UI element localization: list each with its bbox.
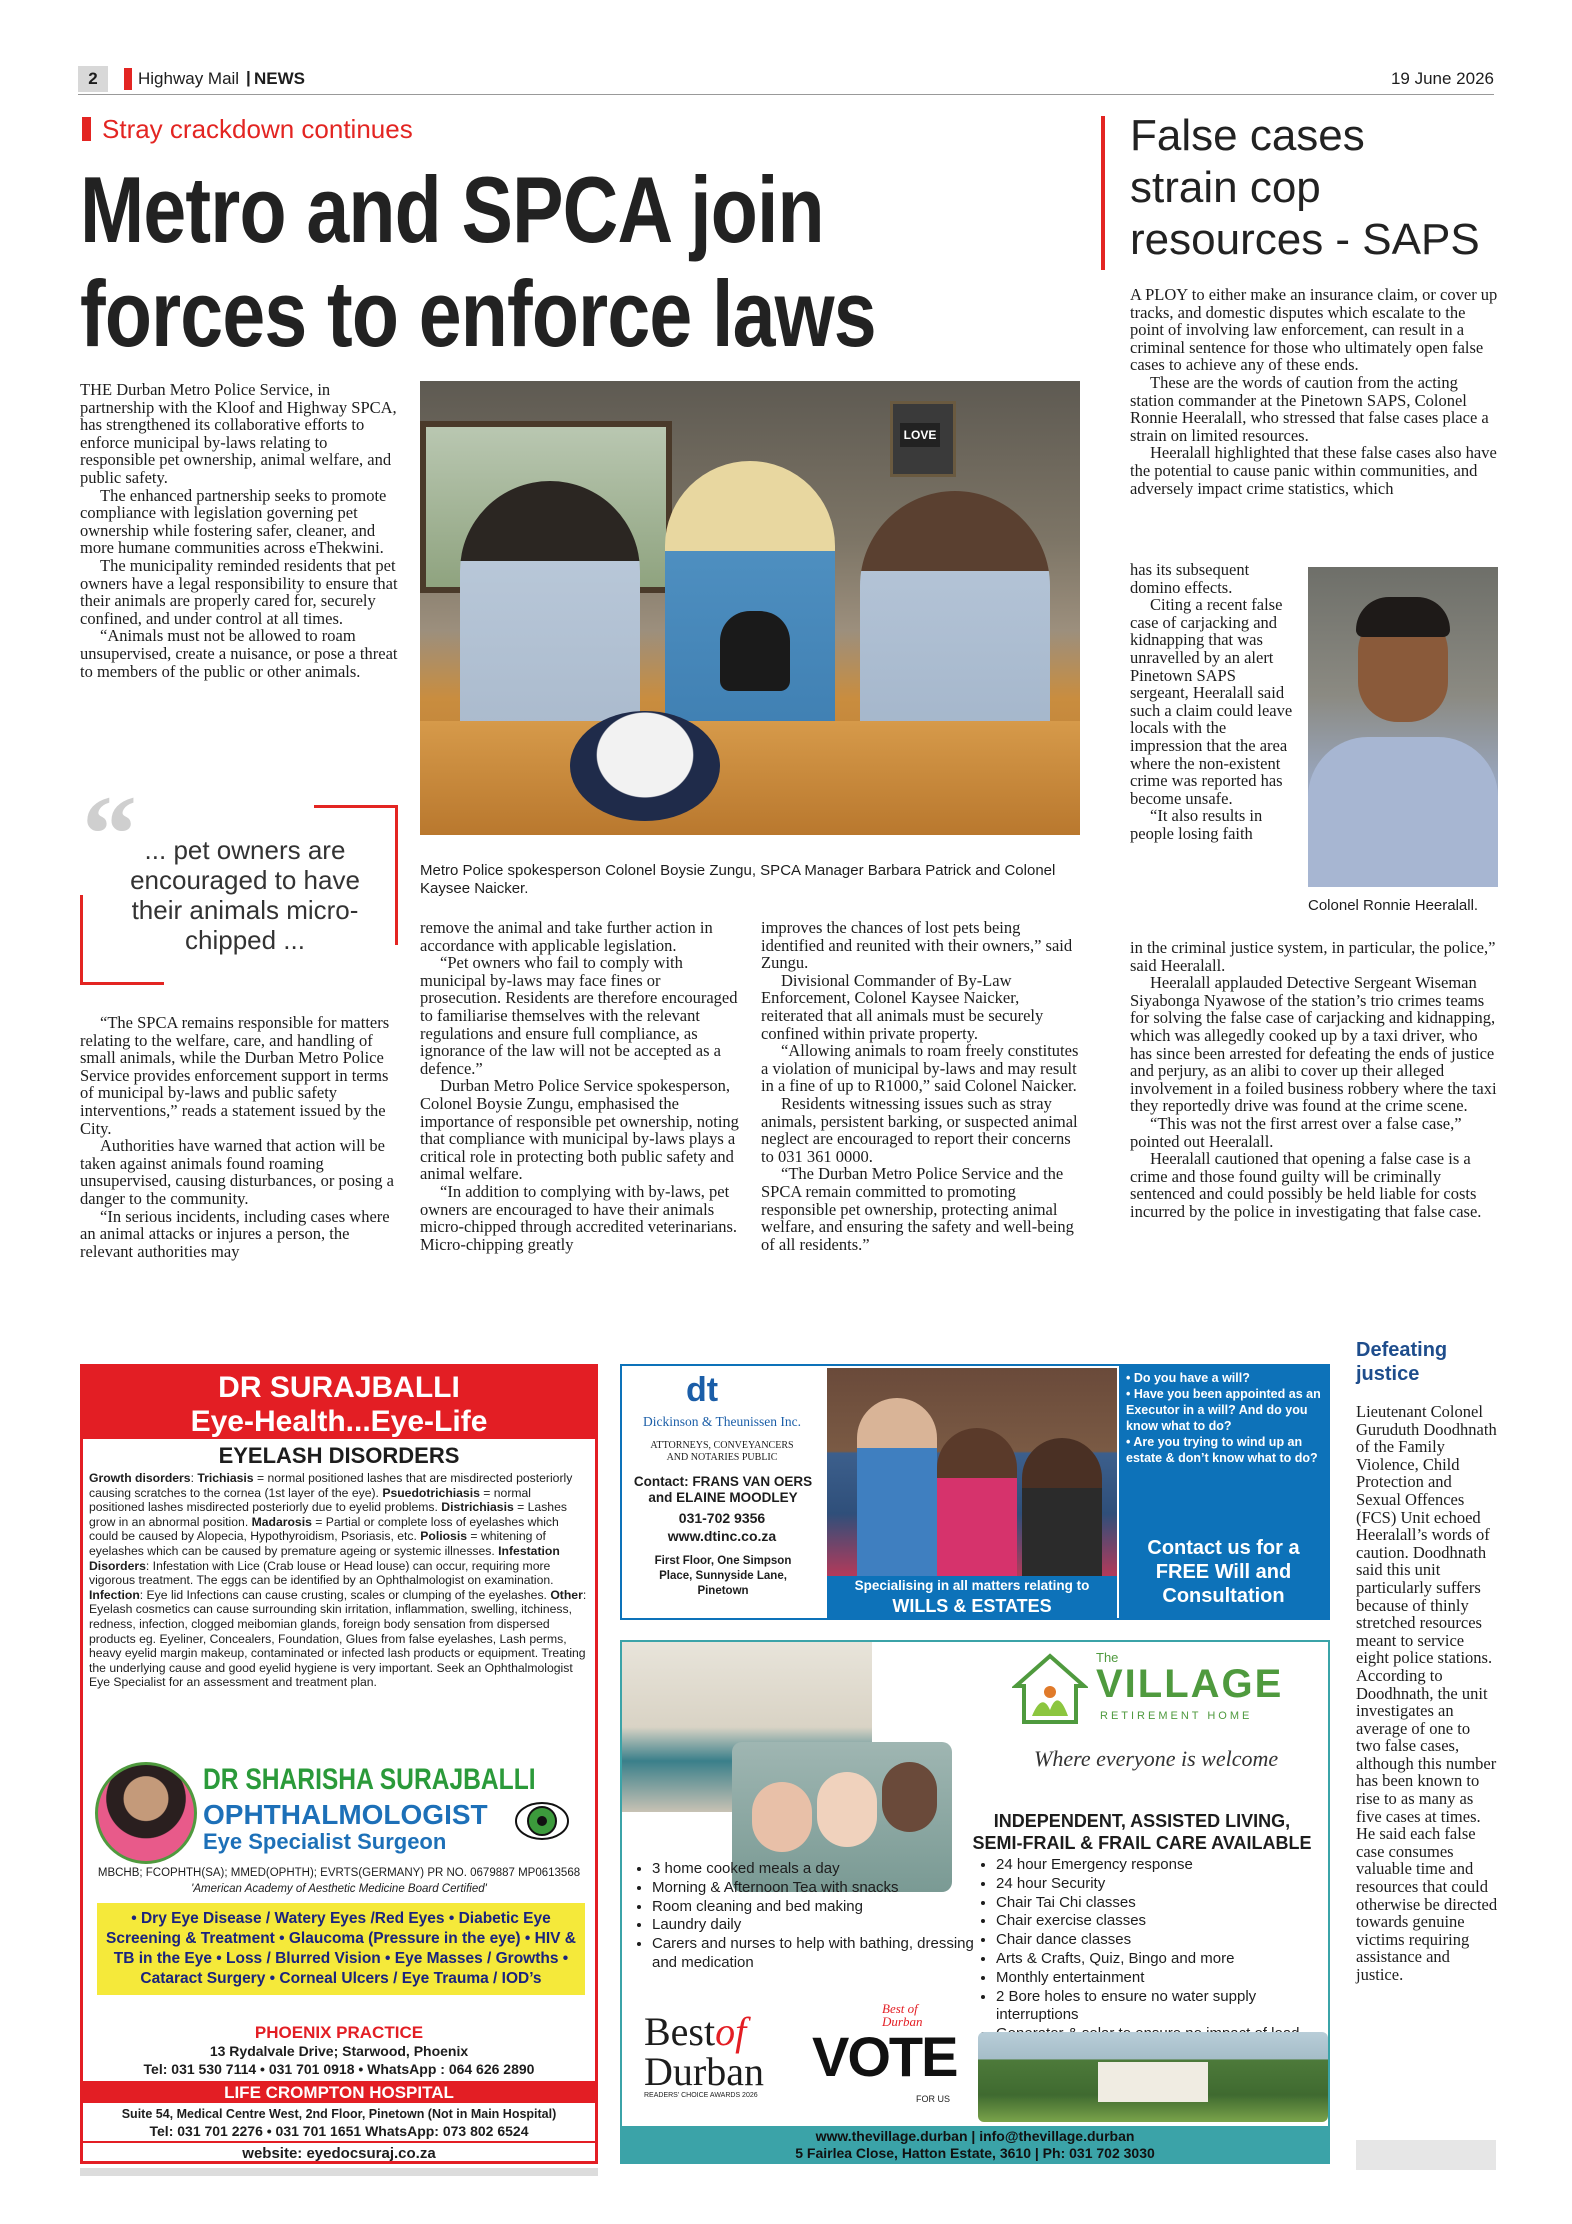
specialty-2: Eye Specialist Surgeon bbox=[203, 1829, 447, 1854]
heeralall-photo bbox=[1308, 567, 1498, 887]
addr-2: Suite 54, Medical Centre West, 2nd Floor, Pinetown (Not in Main Hospital) bbox=[121, 2107, 557, 2121]
paper-name: Highway Mail bbox=[138, 69, 240, 88]
best-of-durban-logo: Bestof Durban READERS' CHOICE AWARDS 2026 bbox=[644, 2009, 764, 2099]
table bbox=[420, 721, 1080, 835]
village-footer-1[interactable]: www.thevillage.durban | info@thevillage.durban bbox=[815, 2128, 1135, 2144]
page-header bbox=[78, 66, 1494, 92]
dog bbox=[720, 611, 790, 691]
list-item: • 2 Bore holes to ensure no water supply interruptions bbox=[996, 1988, 1322, 2026]
law-photo bbox=[827, 1368, 1117, 1576]
side-headline bbox=[1130, 110, 1500, 266]
shirt bbox=[1308, 737, 1498, 887]
paragraph: Heeralall highlighted that these false cases also have the potential to cause panic within communities, and adversely impact crime statistics, which bbox=[1130, 443, 1497, 498]
house bbox=[1098, 2062, 1208, 2102]
paragraph: in the criminal justice system, in particular, the police,” said Heeralall. bbox=[1130, 938, 1496, 975]
list-item: • Arts & Crafts, Quiz, Bingo and more bbox=[996, 1950, 1322, 1969]
paragraph: The enhanced partnership seeks to promote compliance with legislation governing pet ownership while fostering safer, cleaner, and more humane communities across eThekwini. bbox=[80, 485, 387, 558]
specialty: OPHTHALMOLOGIST bbox=[203, 1799, 488, 1830]
list-item: • 24 hour Emergency response bbox=[996, 1856, 1322, 1875]
village-logo-icon bbox=[1012, 1652, 1088, 1728]
main-col-3 bbox=[761, 919, 1081, 1253]
eye-ad-subtitle: EYELASH DISORDERS bbox=[218, 1443, 460, 1468]
bottom-strip bbox=[80, 2168, 598, 2176]
law-banner-2: WILLS & ESTATES bbox=[892, 1596, 1052, 1616]
person-right bbox=[860, 491, 1050, 751]
definition: = Partial or complete loss of eyelashes which could be caused by Alopecia, Hypothyroidism, Psoriasis, etc. bbox=[89, 1514, 559, 1544]
website-rule bbox=[83, 2141, 595, 2143]
question: • Are you trying to wind up an estate & don’t know what to do? bbox=[1126, 1435, 1318, 1465]
paragraph: These are the words of caution from the acting station commander at the Pinetown SAPS, Colonel Ronnie Heeralall, who stressed that false cases place a strain on limited resources. bbox=[1130, 372, 1489, 445]
paragraph: THE Durban Metro Police Service, in partnership with the Kloof and Highway SPCA, has strengthened its collaborative efforts to enforce municipal by-laws relating to responsible pet ownership, animal welfare, and public safety. bbox=[80, 380, 397, 487]
paragraph: Lieutenant Colonel Guruduth Doodhnath of the Family Violence, Child Protection and Sexual Offences (FCS) Unit echoed Heeralall’s words of caution. Doodhnath said this unit particularly suffers because of thinly stretched resources meant to service eight police stations. According to Doodhnath, the unit investigates an average of one to two false cases, although this number has been known to rise to as many as five cases at times. He said each false case consumes valuable time and resources that could otherwise be directed towards genuine victims requiring assistance and justice. bbox=[1356, 1402, 1498, 1984]
page-number: 2 bbox=[78, 66, 108, 92]
law-phone: 031-702 9356 bbox=[678, 1510, 766, 1526]
term: Other bbox=[550, 1587, 583, 1602]
header-divider: | bbox=[246, 68, 251, 87]
list-item: • Chair dance classes bbox=[996, 1931, 1322, 1950]
pullquote-frame-bottom bbox=[80, 982, 164, 985]
side-headline-line-1: False cases bbox=[1130, 111, 1365, 160]
definition: = whitening of eyelashes which can be caused by premature ageing or systemic illnesses. bbox=[89, 1529, 546, 1558]
list-item: • Room cleaning and bed making bbox=[652, 1898, 974, 1917]
bottom-strip-right bbox=[1356, 2140, 1496, 2170]
pullquote-text: ... pet owners are encouraged to have their animals micro-chipped ... bbox=[130, 835, 360, 955]
definition: : Infestation with Lice (Crab louse or Head louse) can occur, requiring more vigorous treatment. The eggs can be identified by an Ophthalmologist on examination. bbox=[89, 1558, 554, 1588]
paragraph: “The SPCA remains responsible for matters relating to the welfare, care, and handling of small animals, while the Durban Metro Police Service provides enforcement support in terms of municipal by-laws and public safety interventions,” reads a statement issued by the City. bbox=[80, 1013, 390, 1138]
tel-2: Tel: 031 701 2276 • 031 701 1651 WhatsApp: 073 802 6524 bbox=[149, 2123, 529, 2139]
eye-ad-body bbox=[89, 1471, 589, 1690]
paragraph: Citing a recent false case of carjacking and kidnapping that was unravelled by an alert Pinetown SAPS sergeant, Heeralall said such a claim could leave locals with the impression that the area where the non-existent crime was reported has become unsafe. bbox=[1130, 595, 1293, 808]
definition: = Lashes grow in an abnormal position. bbox=[89, 1500, 567, 1529]
village-house-photo bbox=[978, 2032, 1328, 2122]
term: Madarosis bbox=[251, 1514, 312, 1529]
definition: = normal positioned lashes that are misdirected posteriorly causing scratches to the cornea (1st layer of the eye). bbox=[89, 1471, 573, 1500]
main-col-1b bbox=[80, 1014, 398, 1260]
eye-icon bbox=[515, 1801, 569, 1841]
village-footer-2: 5 Fairlea Close, Hatton Estate, 3610 | Ph: 031 702 3030 bbox=[795, 2145, 1155, 2161]
list-item: • Laundry daily bbox=[652, 1916, 974, 1935]
person bbox=[937, 1428, 1017, 1576]
eye-ad-title: DR SURAJBALLI Eye-Health...Eye-Life bbox=[83, 1367, 595, 1439]
header-rule bbox=[78, 94, 1494, 95]
addr-1: 13 Rydalvale Drive; Starwood, Phoenix bbox=[209, 2043, 469, 2059]
tel-1: Tel: 031 530 7114 • 031 701 0918 • WhatsApp : 064 626 2890 bbox=[143, 2061, 535, 2077]
hair bbox=[1356, 597, 1450, 637]
paragraph: “In serious incidents, including cases where an animal attacks or injures a person, the relevant authorities may bbox=[80, 1206, 390, 1261]
police-cap bbox=[570, 711, 720, 821]
village-name: VILLAGE bbox=[1096, 1662, 1284, 1706]
definition: : bbox=[190, 1471, 198, 1485]
paragraph: Residents witnessing issues such as stray animals, persistent barking, or suspected animal neglect are encouraged to report their concerns to 031 361 0000. bbox=[761, 1093, 1078, 1166]
person-left bbox=[460, 481, 640, 751]
list-item: • Carers and nurses to help with bathing, dressing and medication bbox=[652, 1935, 974, 1973]
paragraph: “Allowing animals to roam freely constitutes a violation of municipal by-laws and may result in a fine of up to R1000,” said Colonel Naicker. bbox=[761, 1041, 1079, 1096]
law-address: First Floor, One Simpson Place, Sunnyside Lane, Pinetown bbox=[654, 1555, 792, 1597]
law-ad bbox=[620, 1364, 1330, 1620]
side-body-narrow bbox=[1130, 561, 1298, 843]
heeralall-caption: Colonel Ronnie Heeralall. bbox=[1308, 897, 1479, 914]
definition: = normal positioned lashes misdirected posteriorly due to eyelid problems. bbox=[89, 1485, 532, 1515]
paragraph: has its subsequent domino effects. bbox=[1130, 560, 1250, 597]
law-contact: Contact: FRANS VAN OERS and ELAINE MOODLEY bbox=[633, 1474, 813, 1505]
term: Growth disorders bbox=[89, 1471, 191, 1485]
term: Infection bbox=[89, 1587, 140, 1602]
main-headline bbox=[80, 158, 900, 366]
vote-logo: Best of Durban VOTE FOR US bbox=[812, 2001, 957, 2104]
main-col-1 bbox=[80, 381, 398, 680]
board: 'American Academy of Aesthetic Medicine Board Certified' bbox=[191, 1883, 487, 1895]
person-center bbox=[665, 461, 835, 741]
paragraph: “It also results in people losing faith bbox=[1130, 806, 1263, 843]
paragraph: Durban Metro Police Service spokesperson, Colonel Boysie Zungu, emphasised the importance of responsible pet ownership, noting that compliance with municipal by-laws plays a critical role in protecting both public safety and animal welfare. bbox=[420, 1076, 739, 1184]
definition: : Eye lid Infections can cause crusting, scales or clumping of the eyelashes. bbox=[139, 1587, 551, 1602]
paragraph: Divisional Commander of By-Law Enforcement, Colonel Kaysee Naicker, reiterated that all animals must be securely confined within private property. bbox=[761, 970, 1044, 1043]
definition: : Eyelash cosmetics can cause surrounding skin irritation, inflammation, swelling, itchiness, redness, infection, clogged meibomian glands, foreign body sensation from dispersed products eg. Eyeliner, Concealers, Foundation, Glues from false eyelashes, Lash perms, heavy eyelid margin makeup, contaminated or infected lash products or equipment. Treating the underlying cause and good eyelid hygiene is very important. Seek an Ophthalmologist Eye Specialist for an assessment and treatment plan. bbox=[89, 1587, 587, 1690]
paragraph: “Animals must not be allowed to roam unsupervised, create a nuisance, or pose a threat to members of the public or other animals. bbox=[80, 626, 398, 681]
website: website: eyedocsuraj.co.za bbox=[242, 2145, 436, 2162]
subhead-line-1: Defeating bbox=[1356, 1339, 1448, 1361]
term: Districhiasis bbox=[441, 1500, 514, 1515]
term: Trichiasis bbox=[197, 1471, 254, 1485]
paragraph: remove the animal and take further action in accordance with applicable legislation. bbox=[420, 918, 713, 955]
photo-caption: Metro Police spokesperson Colonel Boysie Zungu, SPCA Manager Barbara Patrick and Colonel Kaysee Naicker. bbox=[420, 862, 1056, 897]
subhead-line-2: justice bbox=[1356, 1363, 1420, 1385]
law-web: www.dtinc.co.za bbox=[667, 1528, 777, 1544]
paragraph: “This was not the first arrest over a false case,” pointed out Heeralall. bbox=[1130, 1113, 1462, 1151]
header-date: 19 June 2026 bbox=[1390, 69, 1494, 88]
main-col-2 bbox=[420, 919, 740, 1253]
list-item: • 3 home cooked meals a day bbox=[652, 1860, 974, 1879]
list-item: • Morning & Afternoon Tea with snacks bbox=[652, 1879, 974, 1898]
headline-line-2: forces to enforce laws bbox=[80, 261, 876, 366]
side-headline-line-2: strain cop bbox=[1130, 163, 1321, 212]
law-cta: Contact us for a FREE Will and Consultation bbox=[1147, 1537, 1300, 1607]
pullquote-frame-top bbox=[314, 805, 398, 808]
question: • Have you been appointed as an Executor in a will? And do you know what to do? bbox=[1126, 1387, 1321, 1433]
header-red-bar bbox=[124, 68, 132, 90]
village-sub: RETIREMENT HOME bbox=[1100, 1710, 1253, 1722]
defeating-justice-text bbox=[1356, 1403, 1498, 1984]
doctor-avatar bbox=[95, 1762, 197, 1864]
pullquote-frame-left bbox=[80, 895, 83, 985]
side-body-top bbox=[1130, 286, 1498, 497]
paragraph: “Pet owners who fail to comply with municipal by-laws may face fines or prosecution. Residents are therefore encouraged to familiarise themselves with the relevant regulations and ensure full compliance, as ignorance of the law will not be accepted as a defence.” bbox=[420, 953, 738, 1078]
face bbox=[817, 1772, 877, 1847]
side-headline-line-3: resources - SAPS bbox=[1130, 215, 1480, 264]
wall-sign: LOVE bbox=[900, 423, 940, 447]
doctor-name: DR SHARISHA SURAJBALLI bbox=[203, 1763, 536, 1796]
term: Infestation Disorders bbox=[89, 1543, 560, 1573]
paragraph: The municipality reminded residents that pet owners have a legal responsibility to ensure that their animals are properly cared for, securely confined, and under control at all times. bbox=[80, 555, 398, 628]
village-script: Where everyone is welcome bbox=[1034, 1746, 1279, 1771]
section-name: NEWS bbox=[254, 69, 305, 88]
village-the: The bbox=[1096, 1650, 1119, 1665]
person bbox=[857, 1398, 937, 1576]
list-item: • Chair Tai Chi classes bbox=[996, 1894, 1322, 1913]
list-item: • Monthly entertainment bbox=[996, 1969, 1322, 1988]
practice-1: PHOENIX PRACTICE bbox=[254, 2023, 424, 2042]
list-item: • 24 hour Security bbox=[996, 1875, 1322, 1894]
practice-2: LIFE CROMPTON HOSPITAL bbox=[224, 2083, 454, 2102]
law-firm: Dickinson & Theunissen Inc. bbox=[643, 1414, 801, 1429]
paragraph: Heeralall applauded Detective Sergeant Wiseman Siyabonga Nyawose of the station’s trio crimes teams for solving the false case of carjacking and kidnapping, which was allegedly cooked up by a taxi driver, who has since been arrested for defeating the ends of justice and perjury, as an alibi to cover up their alleged involvement in a foiled business robbery where the taxi they reportedly drive was found at the crime scene. bbox=[1130, 973, 1497, 1116]
face bbox=[882, 1762, 937, 1832]
paragraph: “In addition to complying with by-laws, pet owners are encouraged to have their animals micro-chipped through accredited veterinarians. Micro-chipping greatly bbox=[420, 1181, 738, 1254]
paragraph: “The Durban Metro Police Service and the SPCA remain committed to promoting responsible pet ownership, protecting animal welfare, and ensuring the safety and well-being of all residents.” bbox=[761, 1164, 1074, 1254]
pullquote bbox=[80, 773, 398, 985]
face bbox=[752, 1782, 812, 1852]
pullquote-frame-right bbox=[395, 805, 398, 945]
kicker: Stray crackdown continues bbox=[102, 114, 413, 144]
subhead bbox=[1356, 1338, 1447, 1386]
main-photo bbox=[420, 381, 1080, 835]
law-questions bbox=[1126, 1370, 1322, 1466]
person bbox=[1022, 1438, 1102, 1576]
law-logo-icon: dt bbox=[685, 1371, 719, 1409]
village-headline: INDEPENDENT, ASSISTED LIVING, SEMI-FRAIL & FRAIL CARE AVAILABLE bbox=[972, 1811, 1312, 1853]
paragraph: Authorities have warned that action will be taken against animals found roaming unsupervised, causing disturbances, or posing a danger to the community. bbox=[80, 1136, 394, 1208]
list-item: • Chair exercise classes bbox=[996, 1912, 1322, 1931]
services: • Dry Eye Disease / Watery Eyes /Red Eyes • Diabetic Eye Screening & Treatment • Glaucoma (Pressure in the eye) • HIV & TB in the Eye • Loss / Blurred Vision • Eye Masses / Growths • Cataract Surgery • Corneal Ulcers / Eye Trauma / IOD’s bbox=[97, 1903, 585, 1995]
quote-mark-icon: “ bbox=[82, 773, 137, 895]
term: Poliosis bbox=[420, 1529, 467, 1544]
quals: MBCHB; FCOPHTH(SA); MMED(OPHTH); EVRTS(GERMANY) PR NO. 0679887 MP0613568 bbox=[97, 1867, 581, 1879]
paragraph: Heeralall cautioned that opening a false case is a crime and those found guilty will be criminally sentenced and could possibly be held liable for costs incurred by the police in investigating that false case. bbox=[1130, 1149, 1482, 1221]
paragraph: A PLOY to either make an insurance claim, or cover up tracks, and domestic disputes which escalate to the point of involving law enforcement, can result in a criminal sentence for those who ultimately open false cases to achieve any of these ends. bbox=[1130, 285, 1498, 375]
law-banner-1: Specialising in all matters relating to bbox=[854, 1578, 1090, 1593]
eye-ad bbox=[80, 1364, 598, 2164]
question: • Do you have a will? bbox=[1126, 1371, 1250, 1385]
term: Psuedotrichiasis bbox=[382, 1485, 480, 1500]
side-divider bbox=[1101, 116, 1105, 270]
village-list-left bbox=[634, 1860, 974, 1973]
law-tagline: ATTORNEYS, CONVEYANCERS AND NOTARIES PUBLIC bbox=[650, 1440, 794, 1463]
side-body-wide bbox=[1130, 939, 1498, 1221]
headline-line-1: Metro and SPCA join bbox=[80, 157, 824, 262]
kicker-bar bbox=[82, 117, 91, 141]
village-ad bbox=[620, 1640, 1330, 2164]
paragraph: improves the chances of lost pets being identified and reunited with their owners,” said Zungu. bbox=[761, 918, 1073, 973]
